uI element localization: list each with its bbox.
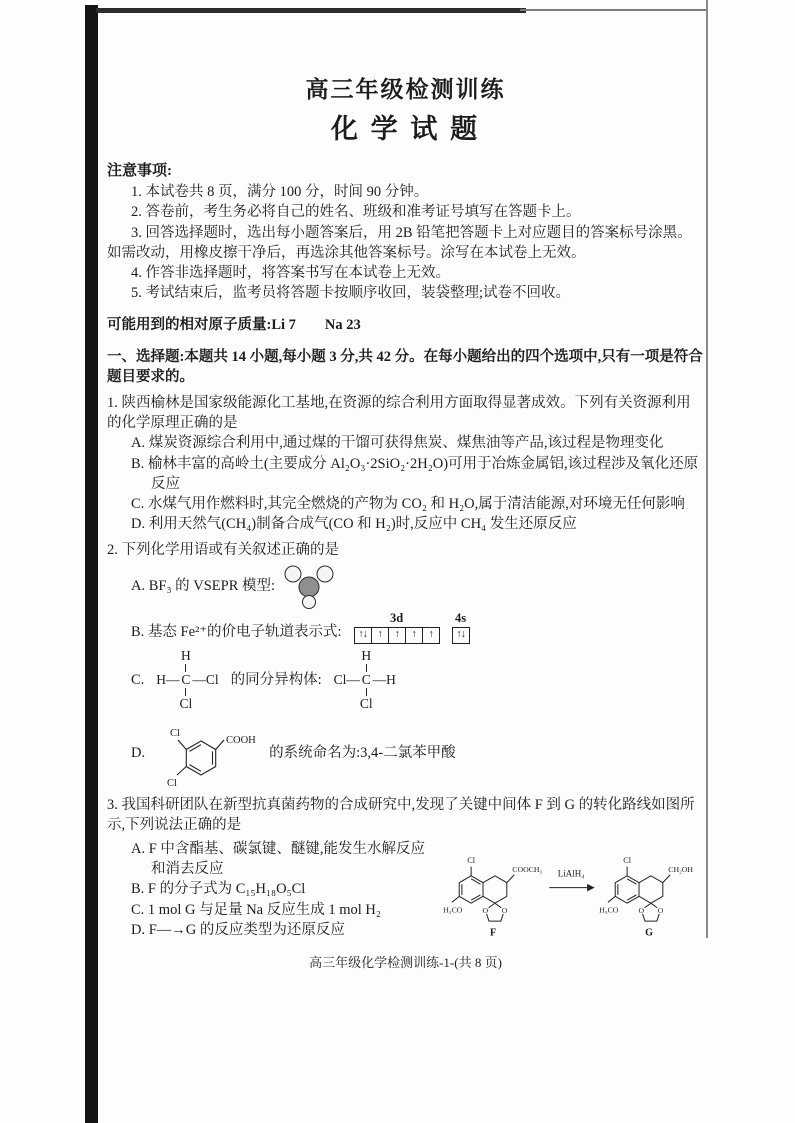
reagent-label: LiAlH₄ [557,868,585,879]
orbital-3d-boxes [354,627,440,644]
q2-option-c-text: 的同分异构体: [230,671,322,688]
q1-option-b: B. 榆林丰富的高岭土(主要成分 Al₂O₃·2SiO₂·2H₂O)可用于冶炼金属铝,该过程涉及氧化还原反应 [131,455,699,492]
q2-option-c [131,647,704,714]
compound-f-label: F [490,927,497,938]
q1-option-c: C. 水煤气用作燃料时,其完全燃烧的产物为 CO₂ 和 H₂O,属于清洁能源,对环境无任何影响 [131,496,685,513]
q2-option-b [131,612,704,644]
atom-label: —Cl [192,671,219,687]
cl-bottom-label: Cl [167,778,178,790]
scan-artifact-left-bar [85,5,98,1123]
scan-artifact-right-line [706,0,708,938]
q3-option-a: A. F 中含酯基、碳氯键、醚键,能发生水解反应和消去反应 [131,840,426,877]
section-one-heading: 一、选择题:本题共 14 小题,每小题 3 分,共 42 分。在每小题给出的四个选项中,只有一项是符合题目要求的。 [107,349,703,386]
atom-label: C [181,671,191,687]
atom-label: Cl [359,695,373,711]
bond [366,664,367,672]
q2-option-d [131,716,704,790]
orbital-3d-label: 3d [389,611,404,626]
notice-item-3: 3. 回答选择题时，选出每小题答案后，用 2B 铅笔把答题卡上对应题目的答案标号涂黑。如需改动，用橡皮擦干净后，再选涂其他答案标号。涂写在本试卷上无效。 [107,224,692,261]
orbital-box: ↑↓ [354,627,372,644]
atom-label: C [361,671,371,687]
orbital-box: ↑ [388,627,406,644]
orbital-3d-group [354,612,440,644]
g-alcohol-label: CH₂OH [668,864,694,874]
structural-formula-2 [334,649,396,712]
reaction-arrow [548,864,596,898]
q2-option-a-text: A. BF₃ 的 VSEPR 模型: [131,577,276,594]
dichlorobenzoic-acid-figure [151,716,263,790]
exam-subtitle: 化 学 试 题 [330,114,481,145]
orbital-4s-group [452,612,470,644]
q2-option-d-text: 的系统命名为:3,4-二氯苯甲酸 [269,744,456,761]
compound-f-structure [440,841,548,938]
reaction-scheme-figure [434,839,704,940]
atom-label: H [181,647,191,663]
q2-option-a [131,563,704,609]
q1-option-d: D. 利用天然气(CH₄)制备合成气(CO 和 H₂)时,反应中 CH₄ 发生还原反应 [131,516,577,533]
g-oxygen-label: O [638,905,645,915]
atom-label: H [361,647,372,663]
g-methoxy-label: H₃CO [599,905,619,915]
q3-option-b: B. F 的分子式为 C₁₅H₁₈O₅Cl [131,881,306,898]
orbital-box: ↑↓ [452,627,470,644]
compound-g-structure [596,841,704,938]
question-1-stem: 1. 陕西榆林是国家级能源化工基地,在资源的综合利用方面取得显著成效。下列有关资源利用的化学原理正确的是 [107,394,691,431]
cooh-label: COOH [226,735,256,747]
q3-option-c: C. 1 mol G 与足量 Na 反应生成 1 mol H₂ [131,901,381,918]
notice-item-4: 4. 作答非选择题时，将答案书写在本试卷上无效。 [131,265,450,282]
q2-option-b-text: B. 基态 Fe²⁺的价电子轨道表示式: [131,624,342,641]
f-ester-label: COOCH₃ [512,864,543,874]
scan-artifact-top-line [96,8,526,13]
compound-g-label: G [645,927,653,938]
q3-options [107,839,434,940]
exam-content [107,74,704,972]
page-footer: 高三年级化学检测训练-1-(共 8 页) [309,955,502,971]
notice-item-2: 2. 答卷前，考生务必将自己的姓名、班级和准考证号填写在答题卡上。 [131,204,581,221]
f-oxygen-label: O [482,905,489,915]
g-cl-label: Cl [623,855,632,865]
q2-option-c-prefix: C. [131,671,145,688]
atom-label: —H [372,671,396,687]
atomic-mass-line: 可能用到的相对原子质量:Li 7 Na 23 [107,316,361,333]
f-cl-label: Cl [467,855,476,865]
orbital-4s-boxes [452,627,470,644]
question-3-stem: 3. 我国科研团队在新型抗真菌药物的合成研究中,发现了关键中间体 F 到 G 的转化路线如图所示,下列说法正确的是 [107,797,695,834]
q3-body [107,839,704,940]
f-oxygen-label: O [501,905,508,915]
q2-option-d-prefix: D. [131,744,146,761]
q3-option-d: D. F—→G 的反应类型为还原反应 [131,921,345,938]
cl-top-label: Cl [170,728,181,740]
f-methoxy-label: H₃CO [443,905,463,915]
orbital-box: ↑ [371,627,389,644]
atom-label: Cl— [333,671,360,687]
notice-item-5: 5. 考试结束后，监考员将答题卡按顺序收回，装袋整理;试卷不回收。 [131,285,571,302]
g-oxygen-label: O [657,905,664,915]
scan-artifact-top-line-2 [520,9,707,11]
question-2-stem: 2. 下列化学用语或有关叙述正确的是 [107,541,339,558]
vsepr-model-figure [281,563,337,609]
orbital-box: ↑ [422,627,440,644]
bond [366,688,367,696]
bond [185,664,186,672]
orbital-box: ↑ [405,627,423,644]
atom-label: H— [156,671,180,687]
orbital-diagram [354,612,470,644]
structural-formula-1 [156,649,218,712]
notice-heading: 注意事项: [107,162,172,179]
orbital-4s-label: 4s [455,611,467,626]
exam-title: 高三年级检测训练 [305,77,506,102]
bond [185,688,186,696]
atom-label: Cl [179,695,193,711]
q1-option-a: A. 煤炭资源综合利用中,通过煤的干馏可获得焦炭、煤焦油等产品,该过程是物理变化 [131,435,664,452]
notice-item-1: 1. 本试卷共 8 页，满分 100 分，时间 90 分钟。 [131,183,429,200]
